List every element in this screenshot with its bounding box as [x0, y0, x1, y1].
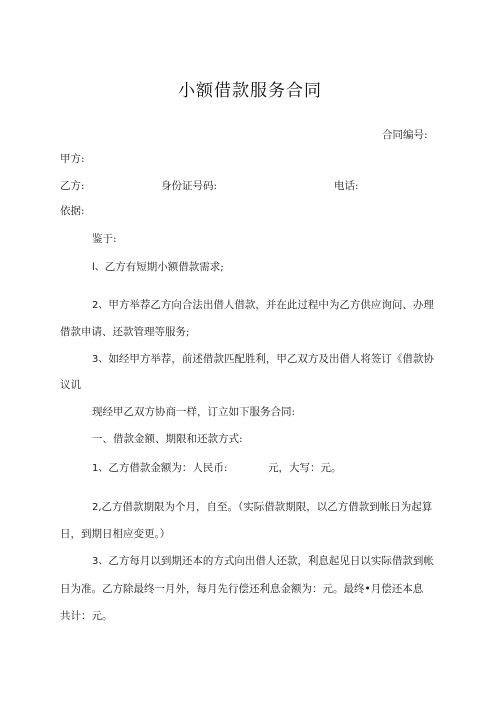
basis-label: 依据: — [60, 205, 85, 217]
clause-1-1 — [92, 461, 227, 476]
contract-number-label: 合同编号: — [382, 129, 428, 141]
phone-label: 电话: — [334, 180, 359, 192]
whereas-label: 鉴于: — [92, 233, 117, 245]
clause-1-3-line-2: 日为准。乙方除最终一月外，每月先行偿还利息金额为：元。最终•月偿还本息 — [60, 583, 424, 595]
item-text: 乙方每月以到期还本的方式向出借人还款，利息起见日以实际借款到帐 — [108, 555, 434, 567]
agreement-statement: 现经甲乙双方协商一样，订立如下服务合同: — [92, 406, 296, 418]
clause-1-3-line-1 — [92, 554, 434, 569]
item-text: 如经甲方举荐，前述借款匹配胜利，甲乙双方及出借人将签订《借款协 — [108, 353, 434, 365]
item-text: 甲方举荐乙方向合法出借人借款，并在此过程中为乙方供应询问、办理 — [108, 299, 434, 311]
item-text: 乙方借款金额为：人民币: — [108, 462, 228, 474]
item-number: 3、 — [92, 354, 109, 365]
party-b-label: 乙方: — [60, 180, 85, 192]
whereas-item-2-line-1 — [92, 298, 434, 313]
whereas-item-3-line-2: 议讥 — [60, 379, 81, 391]
id-number-label: 身份证号码: — [161, 180, 218, 192]
party-a-label: 甲方: — [60, 153, 85, 165]
clause-1-3-line-3: 共计：元。 — [60, 610, 113, 622]
whereas-item-1 — [92, 260, 224, 275]
item-number: 1、 — [92, 463, 109, 474]
section-1-heading: 一、借款金额、期限和还款方式: — [92, 433, 243, 445]
item-number: l、 — [92, 262, 105, 273]
clause-1-2-line-1 — [92, 500, 432, 515]
clause-1-2-line-2: 日，到期日相应变更。） — [60, 528, 171, 540]
item-number: 2, — [92, 502, 102, 513]
clause-1-1-amount: 元，大写：元。 — [268, 462, 342, 474]
document-title: 小额借款服务合同 — [178, 81, 322, 101]
whereas-item-2-line-2: 借款申请、还款管理等服务; — [60, 326, 190, 338]
item-text: 乙方借款期限为个月，自至。（实际借款期限，以乙方借款到帐日为起算 — [101, 501, 433, 513]
item-text: 乙方有短期小额借款需求; — [104, 261, 224, 273]
item-number: 3、 — [92, 556, 109, 567]
item-number: 2、 — [92, 300, 109, 311]
whereas-item-3-line-1 — [92, 352, 434, 367]
